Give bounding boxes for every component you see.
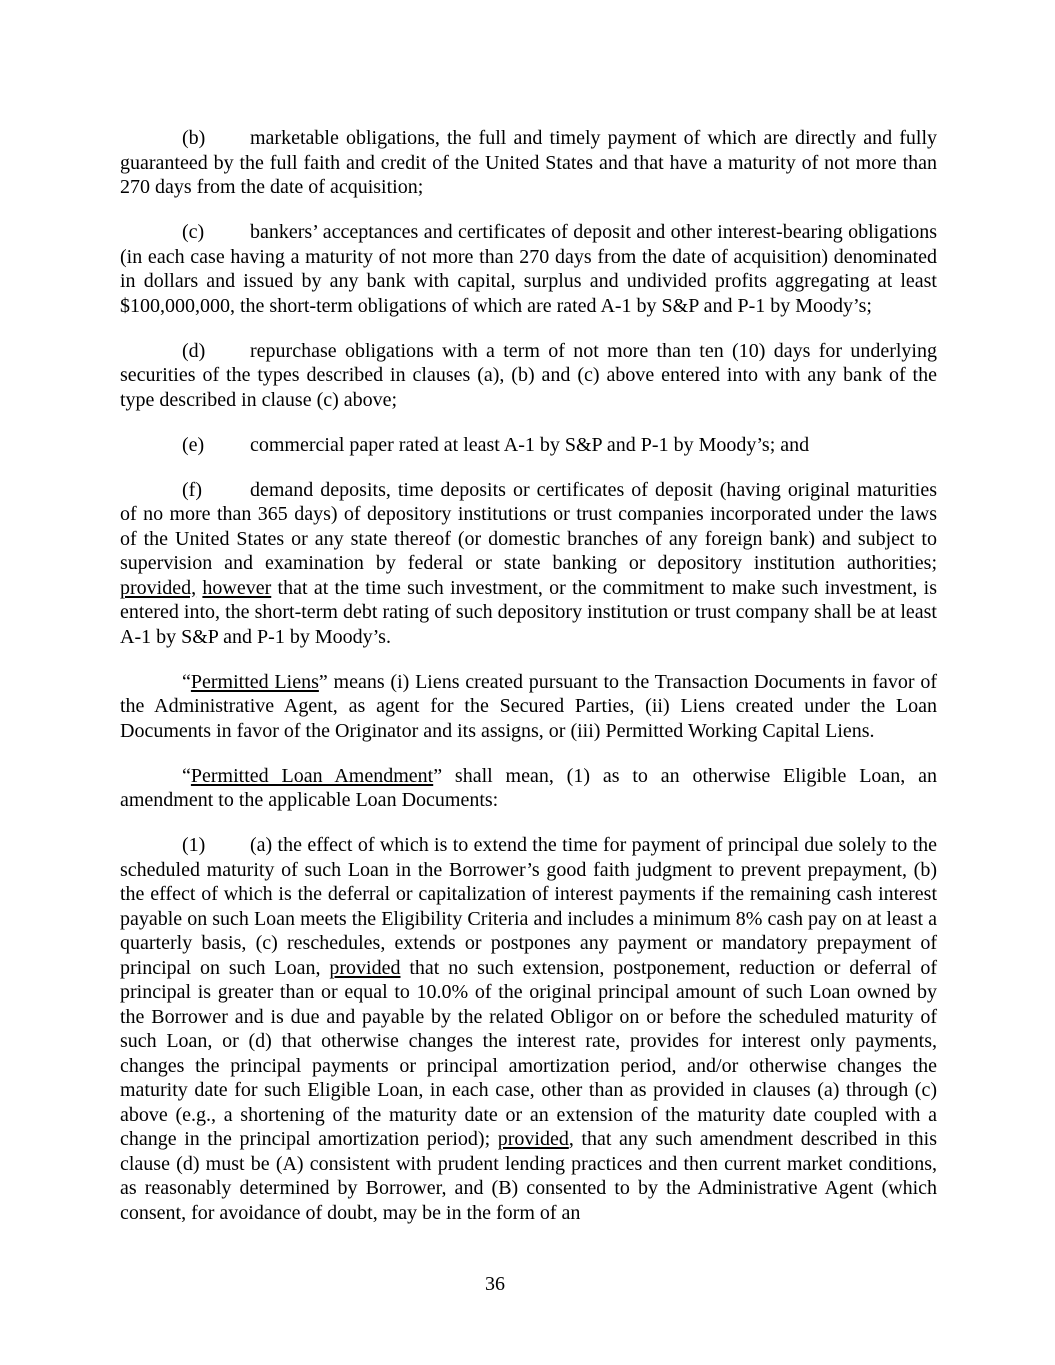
underlined-term: provided (497, 1128, 569, 1150)
text-segment: (a) the effect of which is to extend the time for payment of principal due solely to the scheduled maturity of such Loan in the Borrower’s good faith judgment to prevent prepayment, (b) the effect of which is the deferral or capitalization of interest payments if the remaining cash interest payable on such Loan meets the Eligibility Criteria and includes a minimum 8% cash pay on at least a quarterly basis, (c) reschedules, extends or postpones any payment or mandatory prepayment of principal on such Loan, (120, 834, 937, 979)
underlined-term: however (202, 576, 272, 599)
document-body (120, 126, 937, 1225)
clause-label: (e) (182, 433, 205, 456)
underlined-term: Permitted Liens (190, 670, 319, 693)
clause-label: (1) (182, 834, 206, 856)
clause-label: (c) (182, 221, 205, 243)
paragraph (120, 126, 937, 200)
paragraph (120, 433, 937, 458)
text-segment: that at the time such investment, or the commitment to make such investment, is entered into, the short-term debt rating of such depository institution or trust company shall be at least A-1 by S&P and P-1 by Moody’s. (120, 576, 937, 648)
page-number: 36 (485, 1273, 505, 1295)
text-segment: ” means (i) Liens created pursuant to the Transaction Documents in favor of the Administrative Agent, as agent for the Secured Parties, (ii) Liens created under the Loan Documents in favor of the Originator and its assigns, or (iii) Permitted Working Capital Liens. (120, 670, 937, 742)
page-footer (0, 1272, 990, 1297)
text-segment: “ (182, 764, 191, 787)
paragraph (120, 764, 937, 813)
paragraph (120, 339, 937, 413)
paragraph (120, 220, 937, 318)
text-segment: , that any such amendment described in this clause (d) must be (A) consistent with prudent lending practices and then current market conditions, as reasonably determined by Borrower, and (B) consented to by the Administrative Agent (which consent, for avoidance of doubt, may be in the form of an (120, 1128, 937, 1224)
text-segment: “ (182, 670, 191, 693)
paragraph (120, 670, 937, 744)
paragraph (120, 833, 937, 1225)
clause-label: (b) (182, 127, 206, 149)
text-segment: repurchase obligations with a term of not more than ten (10) days for underlying securities of the types described in clauses (a), (b) and (c) above entered into with any bank of the type described in clause (c) above; (120, 339, 937, 411)
clause-label: (f) (182, 478, 202, 501)
underlined-term: Permitted Loan Amendment (190, 764, 434, 787)
underlined-term: provided (329, 956, 401, 979)
text-segment: bankers’ acceptances and certificates of deposit and other interest-bearing obligations (in each case having a maturity of not more than 270 days from the date of acquisition) denominated in dollars and issued by any bank with capital, surplus and undivided profits aggregating at least $100,000,000, the short-term obligations of which are rated A-1 by S&P and P-1 by Moody’s; (120, 221, 937, 317)
underlined-term: provided, (120, 576, 197, 599)
clause-label: (d) (182, 339, 206, 362)
text-segment: ” shall mean, (1) as to an otherwise Eligible Loan, an amendment to the applicable Loan Documents: (120, 764, 938, 811)
text-segment: that no such extension, postponement, reduction or deferral of principal is greater than or equal to 10.0% of the original principal amount of such Loan owned by the Borrower and is due and payable by the related Obligor on or before the scheduled maturity of such Loan, or (d) that otherwise changes the interest rate, provides for interest only payments, changes the principal payments or principal amortization period, and/or otherwise changes the maturity date for such Eligible Loan, in each case, other than as provided in clauses (a) through (c) above (e.g., a shortening of the maturity date or an extension of the maturity date coupled with a change in the principal amortization period); (120, 956, 937, 1150)
paragraph (120, 478, 937, 650)
text-segment: commercial paper rated at least A-1 by S&P and P-1 by Moody’s; and (250, 433, 810, 456)
text-segment: demand deposits, time deposits or certificates of deposit (having original maturities of no more than 365 days) of depository institutions or trust companies incorporated under the laws of the United States or any state thereof (or domestic branches of any foreign bank) and subject to supervision and examination by federal or state banking or depository institution authorities; (120, 478, 937, 574)
text-segment: marketable obligations, the full and timely payment of which are directly and fully guaranteed by the full faith and credit of the United States and that have a maturity of not more than 270 days from the date of acquisition; (120, 127, 937, 198)
